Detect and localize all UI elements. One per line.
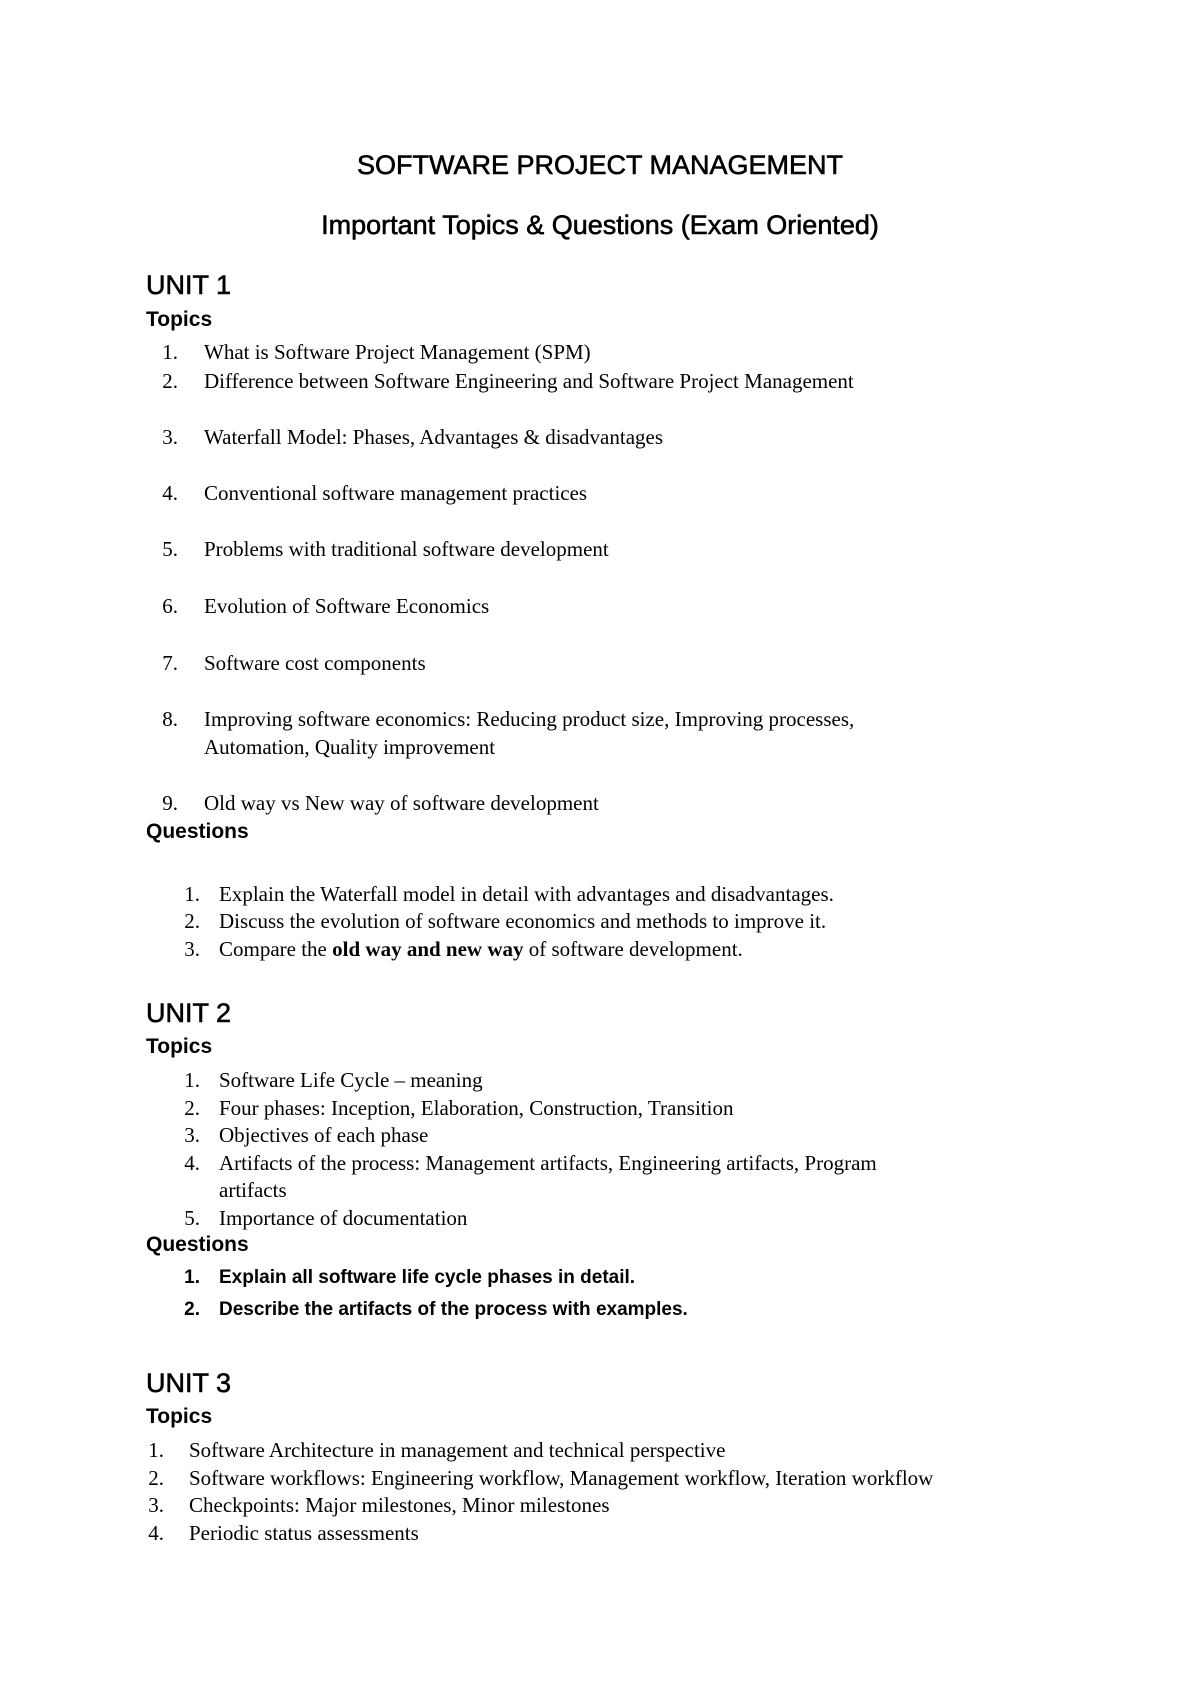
unit3-topic-num: 4. [148, 1521, 164, 1545]
unit3-topic: Checkpoints: Major milestones, Minor milestones [189, 1493, 610, 1517]
unit3-topic: Software Architecture in management and technical perspective [189, 1438, 726, 1462]
unit2-topic-num: 5. [184, 1206, 200, 1230]
unit1-question: Explain the Waterfall model in detail with advantages and disadvantages. [219, 882, 834, 906]
unit2-question: Describe the artifacts of the process with examples. [219, 1299, 688, 1320]
unit1-question-num: 2. [184, 909, 200, 933]
unit1-question-num: 3. [184, 937, 200, 961]
unit2-question-num: 2. [184, 1299, 200, 1320]
unit1-topic-num: 6. [162, 594, 178, 618]
unit3-topic: Software workflows: Engineering workflow, Management workflow, Iteration workflow [189, 1466, 934, 1490]
question-text-post: of software development. [523, 937, 743, 961]
unit3-heading: UNIT 3 [146, 1368, 232, 1398]
unit2-topic: Four phases: Inception, Elaboration, Construction, Transition [219, 1096, 734, 1120]
page-subtitle: Important Topics & Questions (Exam Oriented) [321, 210, 879, 240]
unit1-question: Discuss the evolution of software economics and methods to improve it. [219, 909, 827, 933]
unit1-topic: Improving software economics: Reducing product size, Improving processes, [204, 707, 855, 731]
unit1-topic-num: 3. [162, 425, 178, 449]
unit1-question [219, 937, 743, 962]
unit3-topic: Periodic status assessments [189, 1521, 419, 1545]
unit1-topic: Problems with traditional software development [204, 537, 609, 561]
unit1-topic-num: 8. [162, 707, 178, 731]
unit2-topic-num: 1. [184, 1068, 200, 1092]
unit2-questions-label: Questions [146, 1233, 249, 1256]
unit2-topic: Software Life Cycle – meaning [219, 1068, 483, 1092]
page-title: SOFTWARE PROJECT MANAGEMENT [356, 150, 844, 180]
unit2-heading: UNIT 2 [146, 998, 232, 1028]
unit1-topic-num: 7. [162, 651, 178, 675]
unit2-topics-label: Topics [146, 1035, 213, 1058]
unit1-heading: UNIT 1 [146, 270, 232, 300]
unit2-topic: Objectives of each phase [219, 1123, 429, 1147]
unit1-topic: Software cost components [204, 651, 426, 675]
unit1-topics-label: Topics [146, 308, 213, 331]
unit1-topic: Old way vs New way of software development [204, 791, 599, 815]
unit3-topic-num: 2. [148, 1466, 164, 1490]
unit2-question-num: 1. [184, 1267, 200, 1288]
question-text-bold: old way and new way [332, 937, 524, 961]
unit3-topic-num: 3. [148, 1493, 164, 1517]
unit1-topic: Difference between Software Engineering and Software Project Management [204, 369, 854, 393]
unit1-topic: Evolution of Software Economics [204, 594, 490, 618]
unit1-topic-continuation: Automation, Quality improvement [204, 735, 496, 759]
unit1-topic-num: 5. [162, 537, 178, 561]
unit1-topic-num: 9. [162, 791, 178, 815]
unit1-questions-label: Questions [146, 820, 249, 843]
unit3-topics-label: Topics [146, 1405, 213, 1428]
unit2-topic-num: 4. [184, 1151, 200, 1175]
unit2-topic-continuation: artifacts [219, 1178, 287, 1202]
unit2-question: Explain all software life cycle phases in detail. [219, 1267, 636, 1288]
unit2-topic: Artifacts of the process: Management artifacts, Engineering artifacts, Program [219, 1151, 877, 1175]
unit1-topic: What is Software Project Management (SPM) [204, 340, 591, 364]
unit3-topic-num: 1. [148, 1438, 164, 1462]
unit1-topic-num: 4. [162, 481, 178, 505]
unit1-topic: Waterfall Model: Phases, Advantages & disadvantages [204, 425, 664, 449]
unit2-topic-num: 3. [184, 1123, 200, 1147]
unit1-question-num: 1. [184, 882, 200, 906]
unit2-topic-num: 2. [184, 1096, 200, 1120]
question-text-pre: Compare the [219, 937, 333, 961]
unit1-topic-num: 2. [162, 369, 178, 393]
unit1-topic-num: 1. [162, 340, 178, 364]
unit1-topic: Conventional software management practices [204, 481, 588, 505]
unit2-topic: Importance of documentation [219, 1206, 468, 1230]
